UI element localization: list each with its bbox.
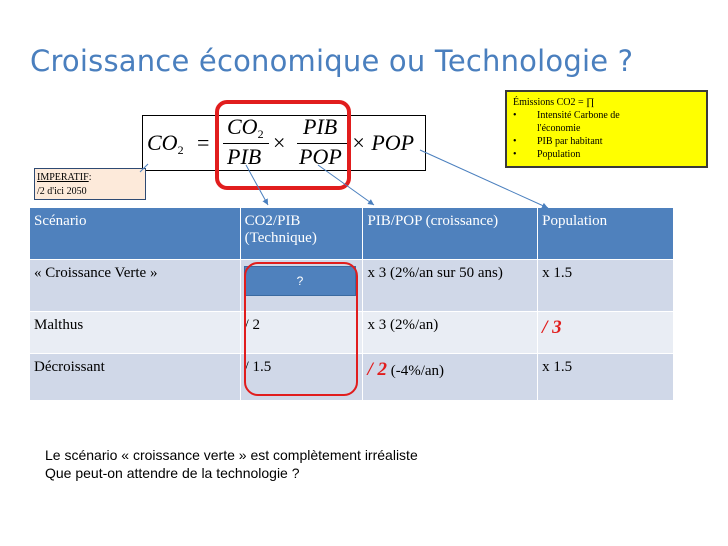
legend-item: • PIB par habitant: [513, 136, 603, 147]
eq-frac1-den: PIB: [227, 144, 262, 169]
footer-note: [45, 446, 418, 482]
eq-equals: =: [197, 130, 210, 155]
header-scenario: Scénario: [30, 208, 241, 260]
header-population: Population: [538, 208, 674, 260]
eq-frac2-num: PIB: [303, 114, 338, 139]
cell-population: x 1.5: [538, 260, 674, 312]
legend-item-cont: l'économie: [537, 123, 581, 134]
eq-frac2-den: POP: [299, 144, 342, 169]
arrow-population: [420, 150, 548, 208]
arrow-pibpop: [318, 165, 374, 205]
cell-population: / 3: [538, 312, 674, 354]
eq-frac1-num: $CO_2$: [227, 114, 264, 141]
header-co2-pib: CO2/PIB (Technique): [240, 208, 363, 260]
eq-lhs: $CO_2$: [147, 130, 184, 157]
question-box: ?: [244, 266, 356, 296]
imperatif-value: /2 d'ici 2050: [37, 186, 87, 197]
eq-times: ×: [273, 130, 286, 155]
eq-tail: × POP: [351, 130, 415, 155]
arrow-imperatif: [140, 164, 148, 172]
cell-pib-pop: / 2 (-4%/an): [363, 354, 538, 401]
arrow-co2pib: [246, 165, 268, 205]
cell-pib-pop: x 3 (2%/an sur 50 ans): [363, 260, 538, 312]
note-line2: Que peut-on attendre de la technologie ?: [45, 465, 300, 481]
cell-scenario: Malthus: [30, 312, 241, 354]
legend-item: • Population: [513, 149, 581, 160]
header-pib-pop: PIB/POP (croissance): [363, 208, 538, 260]
cell-scenario: « Croissance Verte »: [30, 260, 241, 312]
note-line1: Le scénario « croissance verte » est complètement irréaliste: [45, 447, 418, 463]
cell-co2-pib: / 1.5: [240, 354, 363, 401]
cell-population: x 1.5: [538, 354, 674, 401]
legend-item: • Intensité Carbone de: [513, 110, 620, 121]
cell-pib-pop: x 3 (2%/an): [363, 312, 538, 354]
cell-scenario: Décroissant: [30, 354, 241, 401]
slide-title: Croissance économique ou Technologie ?: [30, 44, 634, 78]
imperatif-label: IMPERATIF:: [37, 172, 92, 183]
cell-co2-pib: / 2: [240, 312, 363, 354]
legend-title: Émissions CO2 = ∏: [513, 97, 595, 108]
